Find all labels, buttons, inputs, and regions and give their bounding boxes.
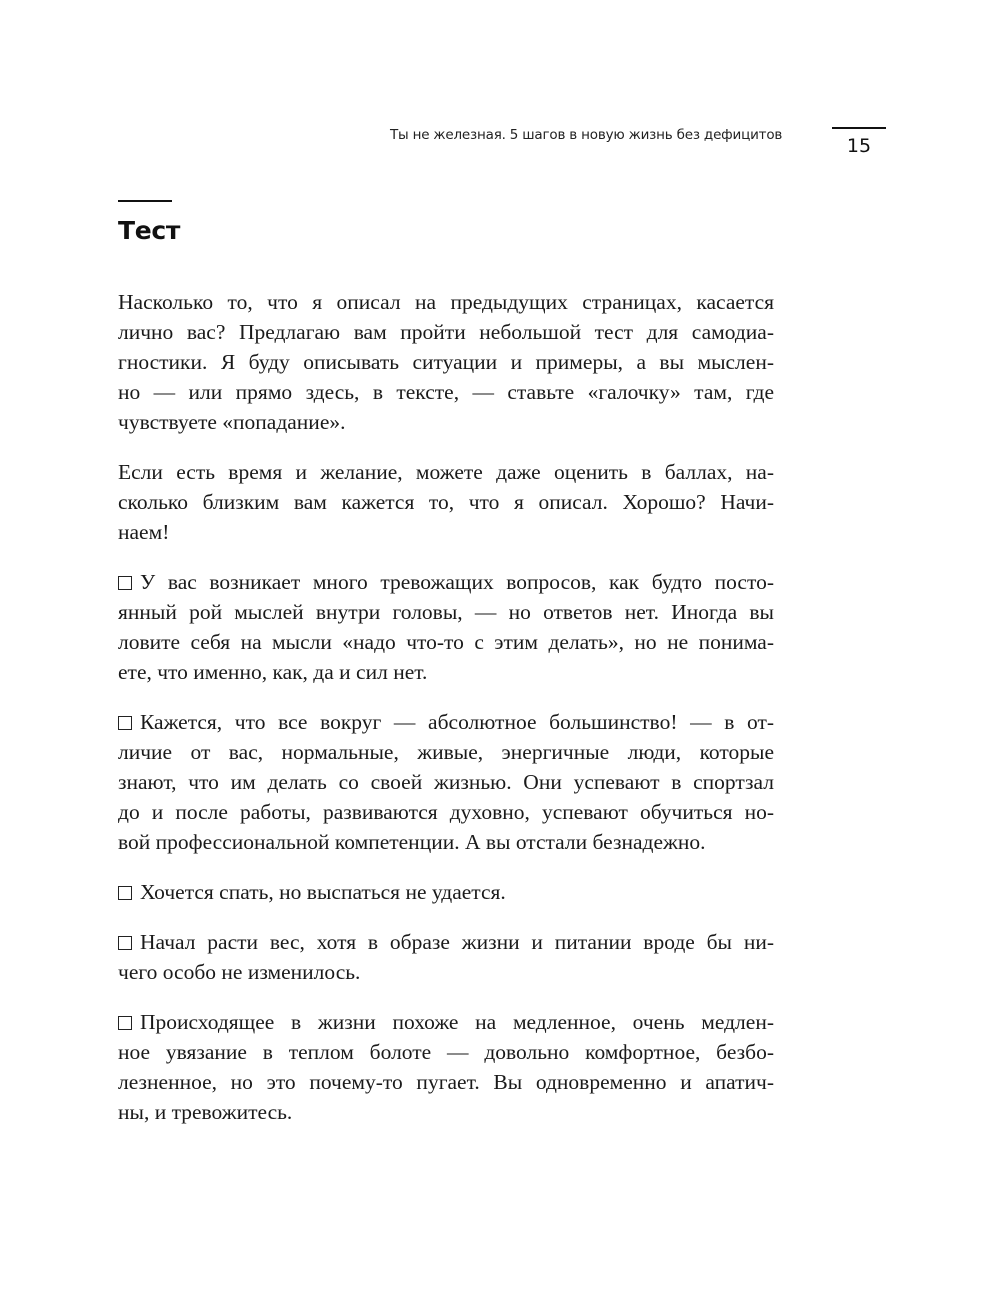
text-line: гностики. Я буду описывать ситуации и примеры, а вы мыслен-	[118, 350, 774, 374]
checkbox-icon[interactable]	[118, 936, 132, 950]
text-line: ное увязание в теплом болоте — довольно комфортное, безбо-	[118, 1040, 774, 1064]
checkbox-icon[interactable]	[118, 716, 132, 730]
text-line: сколько близким вам кажется то, что я описал. Хорошо? Начи-	[118, 490, 774, 514]
page-number: 15	[846, 135, 872, 157]
checklist-item	[118, 927, 774, 987]
text-line: янный рой мыслей внутри головы, — но ответов нет. Иногда вы	[118, 600, 774, 624]
checklist-item	[118, 877, 774, 907]
section-title: Тест	[118, 216, 181, 245]
checklist-item	[118, 1007, 774, 1127]
checkbox-icon[interactable]	[118, 1016, 132, 1030]
text-line: ловите себя на мысли «надо что-то с этим делать», но не понима-	[118, 630, 774, 654]
text-line: Происходящее в жизни похоже на медленное, очень медлен-	[140, 1010, 774, 1034]
text-line: Если есть время и желание, можете даже оценить в баллах, на-	[118, 460, 774, 484]
body-text	[118, 287, 774, 1147]
text-line: чего особо не изменилось.	[118, 960, 361, 984]
text-line: Хочется спать, но выспаться не удается.	[140, 880, 506, 904]
text-line: ете, что именно, как, да и сил нет.	[118, 660, 428, 684]
folio-rule	[832, 127, 886, 129]
text-line: лезненное, но это почему-то пугает. Вы одновременно и апатич-	[118, 1070, 774, 1094]
text-line: наем!	[118, 520, 170, 544]
running-head: Ты не железная. 5 шагов в новую жизнь без дефицитов	[390, 127, 783, 143]
checkbox-icon[interactable]	[118, 576, 132, 590]
text-line: знают, что им делать со своей жизнью. Они успевают в спортзал	[118, 770, 774, 794]
text-line: Насколько то, что я описал на предыдущих страницах, касается	[118, 290, 774, 314]
checklist-item	[118, 567, 774, 687]
text-line: вой профессиональной компетенции. А вы отстали безнадежно.	[118, 830, 706, 854]
heading-rule	[118, 200, 172, 202]
text-line: Кажется, что все вокруг — абсолютное большинство! — в от-	[140, 710, 774, 734]
text-line: У вас возникает много тревожащих вопросов, как будто посто-	[140, 570, 774, 594]
text-line: личие от вас, нормальные, живые, энергичные люди, которые	[118, 740, 774, 764]
checklist-item	[118, 707, 774, 857]
text-line: Начал расти вес, хотя в образе жизни и питании вроде бы ни-	[140, 930, 774, 954]
text-line: ны, и тревожитесь.	[118, 1100, 293, 1124]
intro-paragraph-1	[118, 287, 774, 437]
text-line: чувствуете «попадание».	[118, 410, 346, 434]
text-line: до и после работы, развиваются духовно, успевают обучиться но-	[118, 800, 774, 824]
checkbox-icon[interactable]	[118, 886, 132, 900]
intro-paragraph-2	[118, 457, 774, 547]
text-line: лично вас? Предлагаю вам пройти небольшой тест для самодиа-	[118, 320, 774, 344]
text-line: но — или прямо здесь, в тексте, — ставьте «галочку» там, где	[118, 380, 774, 404]
